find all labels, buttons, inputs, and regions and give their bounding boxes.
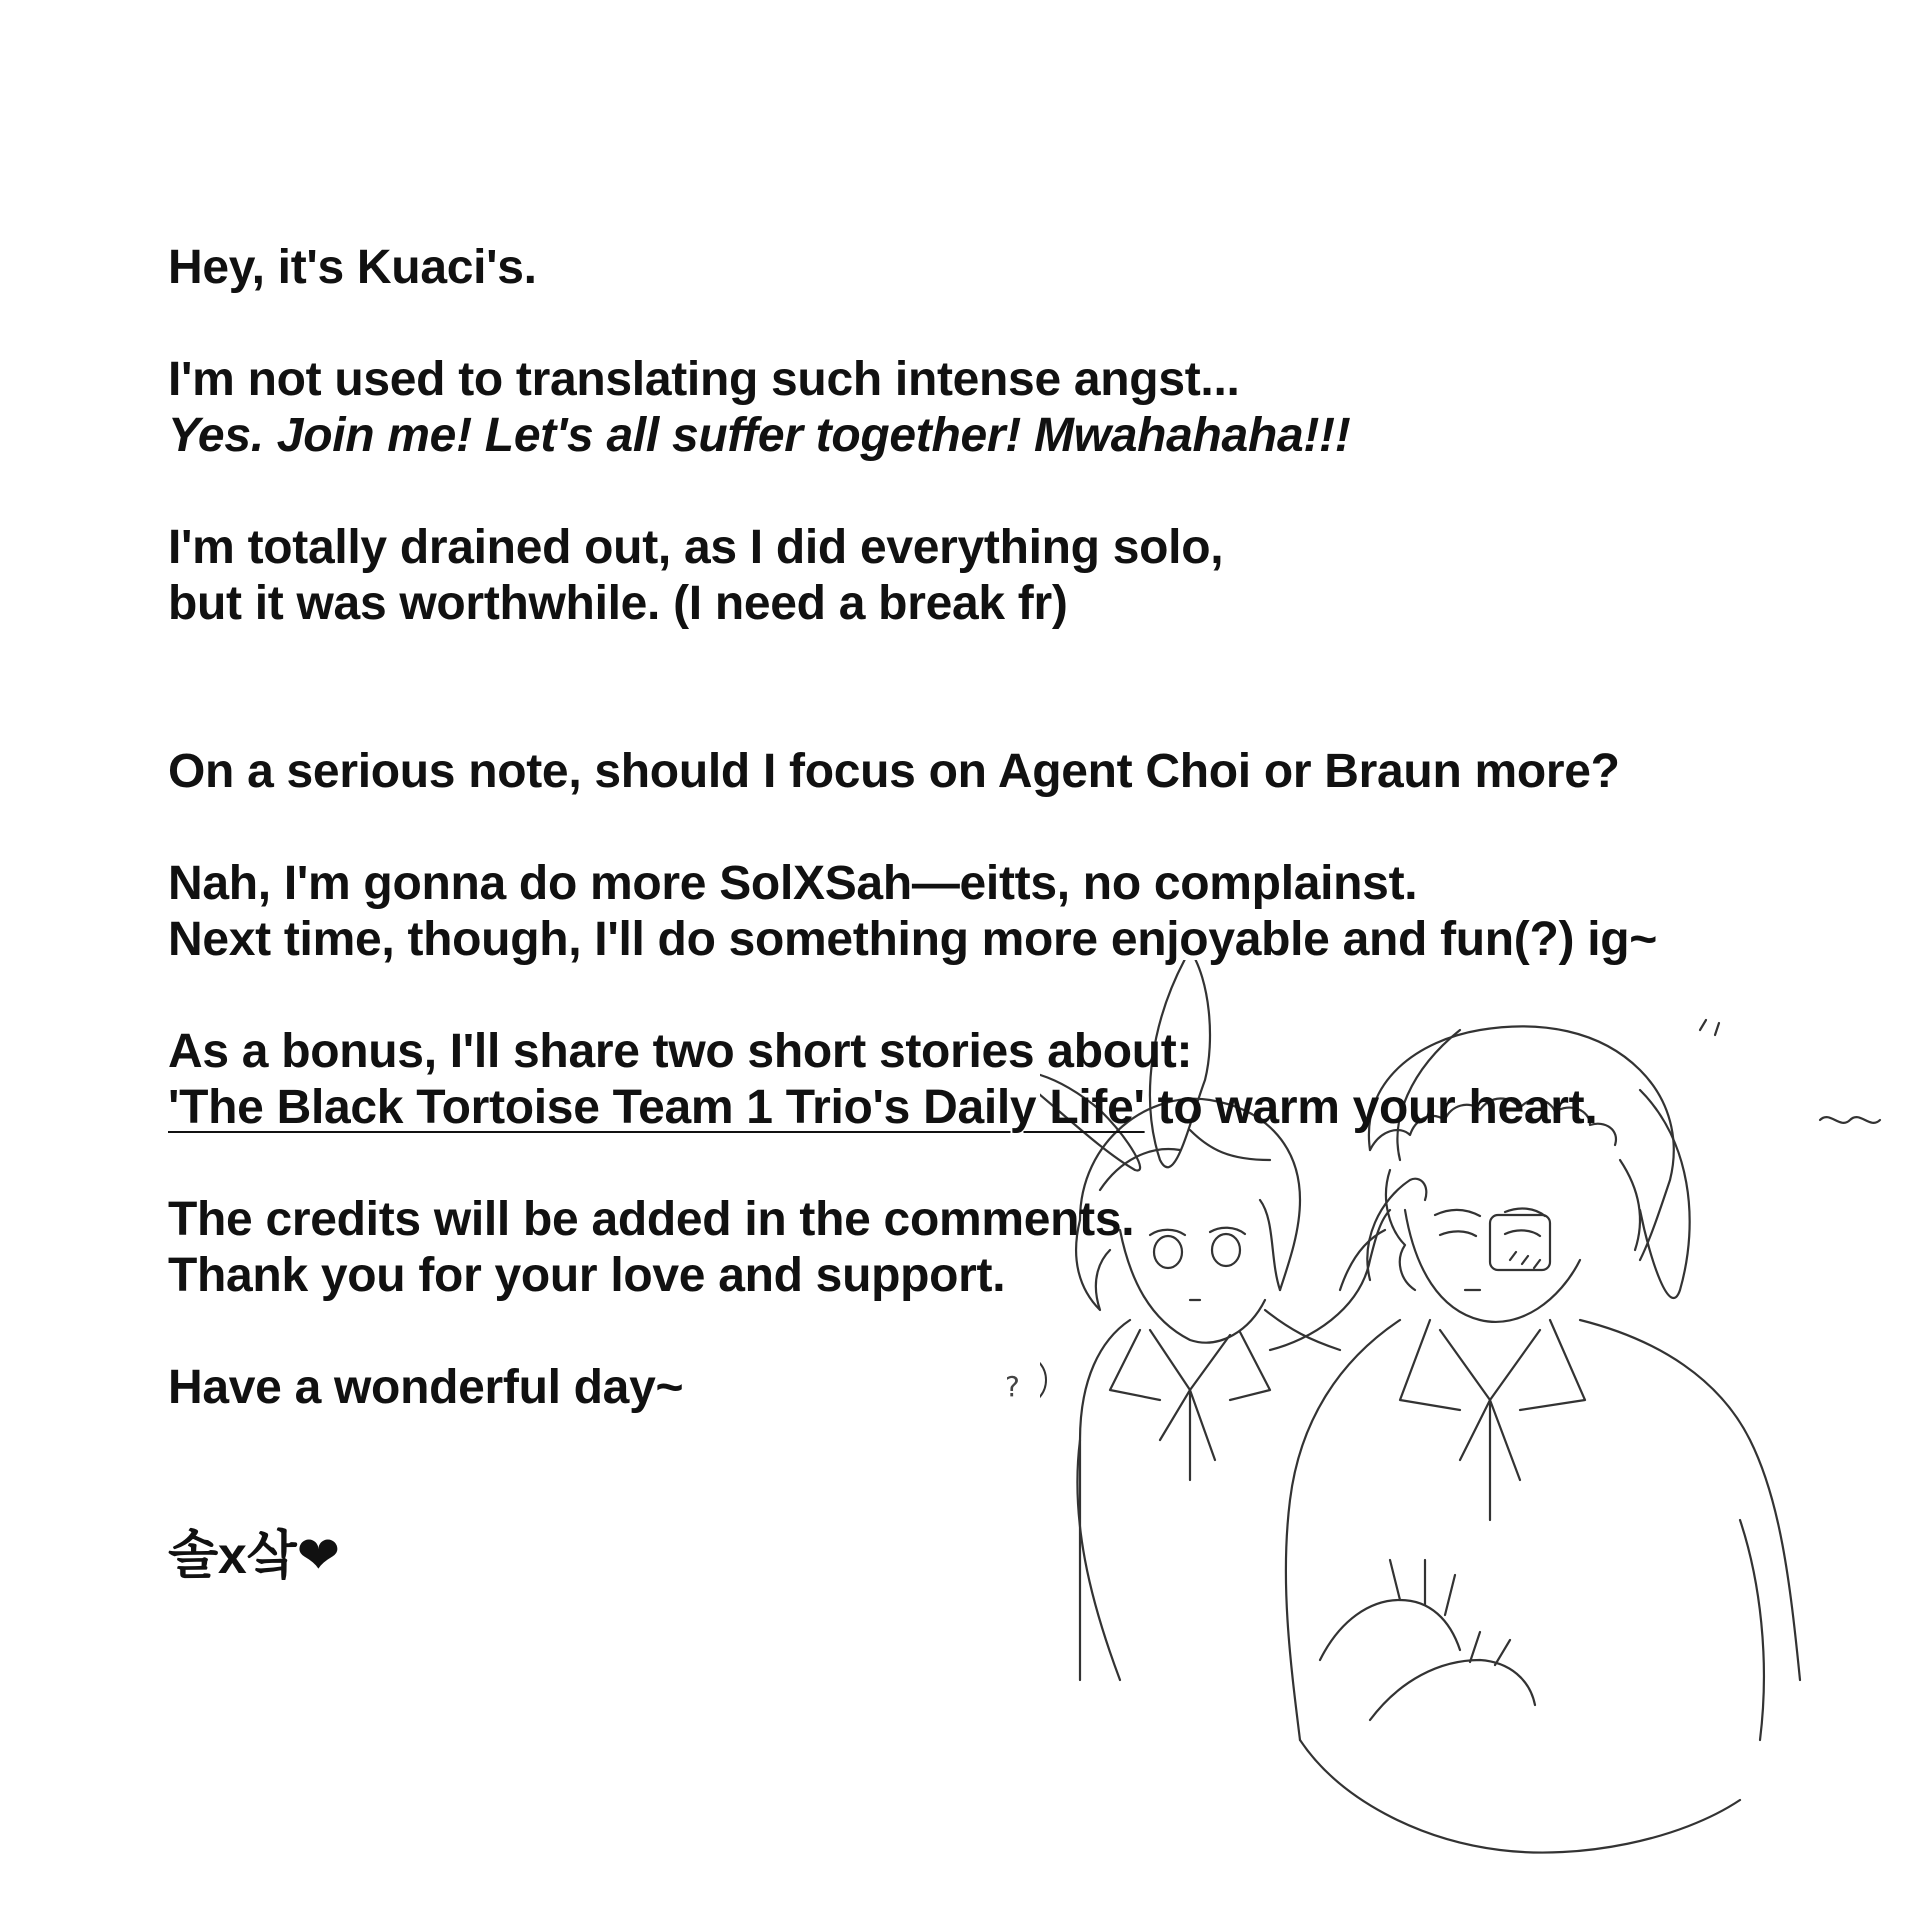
angst-line: I'm not used to translating such intense angst... (168, 353, 1240, 406)
signature-text: 솔x샄 (168, 1527, 297, 1585)
worthwhile-line: but it was worthwhile. (I need a break fr) (168, 577, 1068, 630)
signature (168, 1528, 1888, 1584)
thanks-line: Thank you for your love and support. (168, 1249, 1006, 1302)
nah-line: Nah, I'm gonna do more SolXSah—eitts, no complainst. (168, 857, 1418, 910)
serious-line: On a serious note, should I focus on Agent Choi or Braun more? (168, 745, 1620, 798)
credits-line: The credits will be added in the comments. (168, 1193, 1135, 1246)
translator-note (168, 240, 1888, 1584)
closing-line: Have a wonderful day~ (168, 1361, 684, 1414)
stories-line (168, 1080, 1888, 1136)
heart-icon: ❤ (296, 1527, 340, 1585)
stories-suffix: to warm your heart. (1144, 1081, 1598, 1134)
greeting-line: Hey, it's Kuaci's. (168, 241, 537, 294)
question-mark: ? (1005, 1370, 1020, 1403)
drained-line: I'm totally drained out, as I did everything solo, (168, 521, 1224, 574)
bonus-line: As a bonus, I'll share two short stories about: (168, 1025, 1193, 1078)
stories-title-link[interactable]: 'The Black Tortoise Team 1 Trio's Daily Life' (168, 1081, 1145, 1134)
join-line: Yes. Join me! Let's all suffer together! Mwahahaha!!! (168, 409, 1351, 462)
next-time-line: Next time, though, I'll do something more enjoyable and fun(?) ig~ (168, 913, 1658, 966)
